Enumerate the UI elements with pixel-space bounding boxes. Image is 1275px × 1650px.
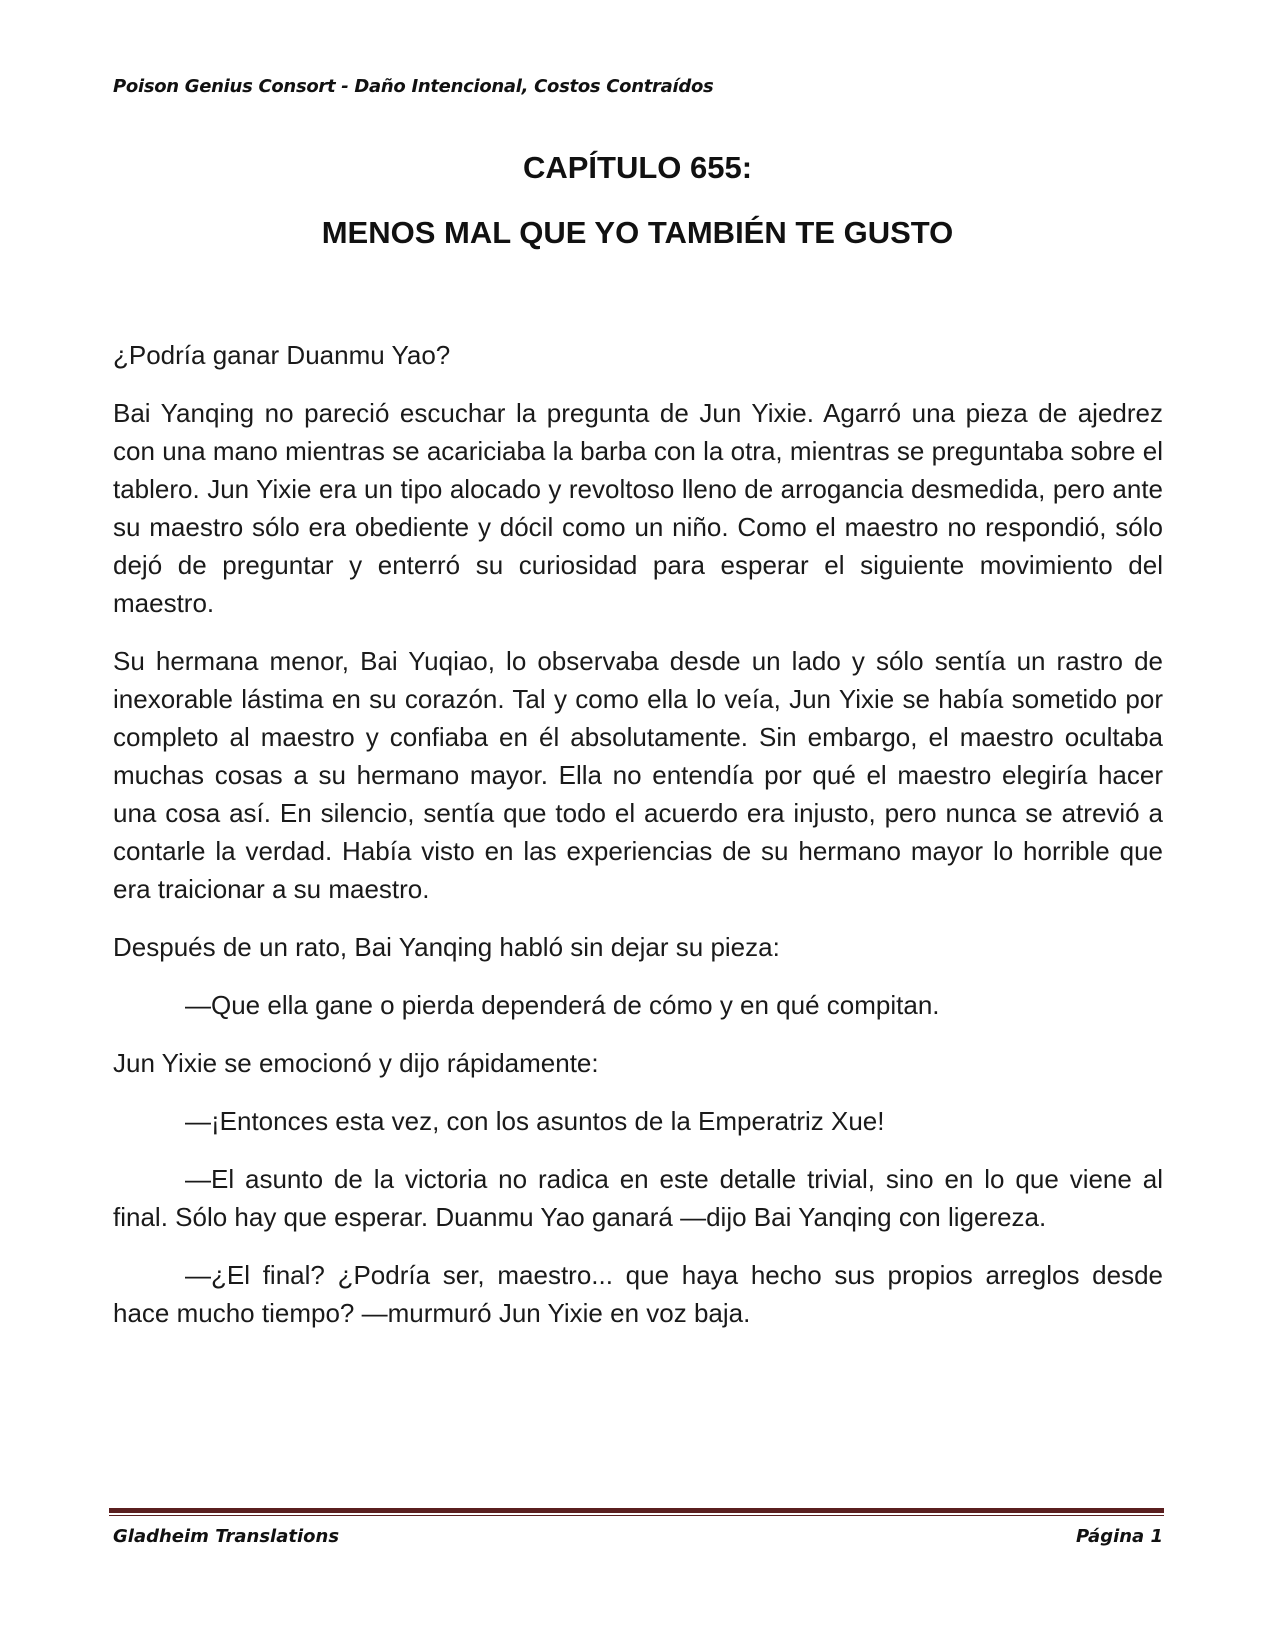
dialogue-paragraph: —El asunto de la victoria no radica en este detalle trivial, sino en lo que viene al final. Sólo hay que esperar. Duanmu Yao ganará —dijo Bai Yanqing con ligereza. (113, 1164, 1163, 1232)
footer-rule (109, 1508, 1164, 1513)
chapter-number: CAPÍTULO 655: (522, 150, 753, 185)
dialogue-paragraph: —¿El final? ¿Podría ser, maestro... que haya hecho sus propios arreglos desde hace mucho tiempo? —murmuró Jun Yixie en voz baja. (113, 1260, 1163, 1328)
paragraph: Después de un rato, Bai Yanqing habló sin dejar su pieza: (113, 932, 780, 962)
running-header: Poison Genius Consort - Daño Intencional, Costos Contraídos (113, 76, 714, 97)
dialogue-paragraph: —Que ella gane o pierda dependerá de cómo y en qué compitan. (185, 990, 940, 1020)
paragraph: Bai Yanqing no pareció escuchar la pregunta de Jun Yixie. Agarró una pieza de ajedrez con una mano mientras se acariciaba la barba con la otra, mientras se preguntaba sobre el tablero. Jun Yixie era un tipo alocado y revoltoso lleno de arrogancia desmedida, pero ante su maestro sólo era obediente y dócil como un niño. Como el maestro no respondió, sólo dejó de preguntar y enterró su curiosidad para esperar el siguiente movimiento del maestro. (113, 398, 1163, 618)
paragraph: ¿Podría ganar Duanmu Yao? (113, 340, 451, 370)
paragraph: Su hermana menor, Bai Yuqiao, lo observaba desde un lado y sólo sentía un rastro de inexorable lástima en su corazón. Tal y como ella lo veía, Jun Yixie se había sometido por completo al maestro y confiaba en él absolutamente. Sin embargo, el maestro ocultaba muchas cosas a su hermano mayor. Ella no entendía por qué el maestro elegiría hacer una cosa así. En silencio, sentía que todo el acuerdo era injusto, pero nunca se atrevió a contarle la verdad. Había visto en las experiencias de su hermano mayor lo horrible que era traicionar a su maestro. (113, 646, 1163, 904)
dialogue-paragraph: —¡Entonces esta vez, con los asuntos de la Emperatriz Xue! (185, 1106, 885, 1136)
footer-page-number: Página 1 (1076, 1526, 1163, 1547)
chapter-title: MENOS MAL QUE YO TAMBIÉN TE GUSTO (321, 215, 954, 250)
footer-publisher: Gladheim Translations (113, 1526, 340, 1547)
body-text (113, 336, 1163, 1352)
footer-rule-thin (109, 1515, 1164, 1516)
paragraph: Jun Yixie se emocionó y dijo rápidamente: (113, 1048, 599, 1078)
